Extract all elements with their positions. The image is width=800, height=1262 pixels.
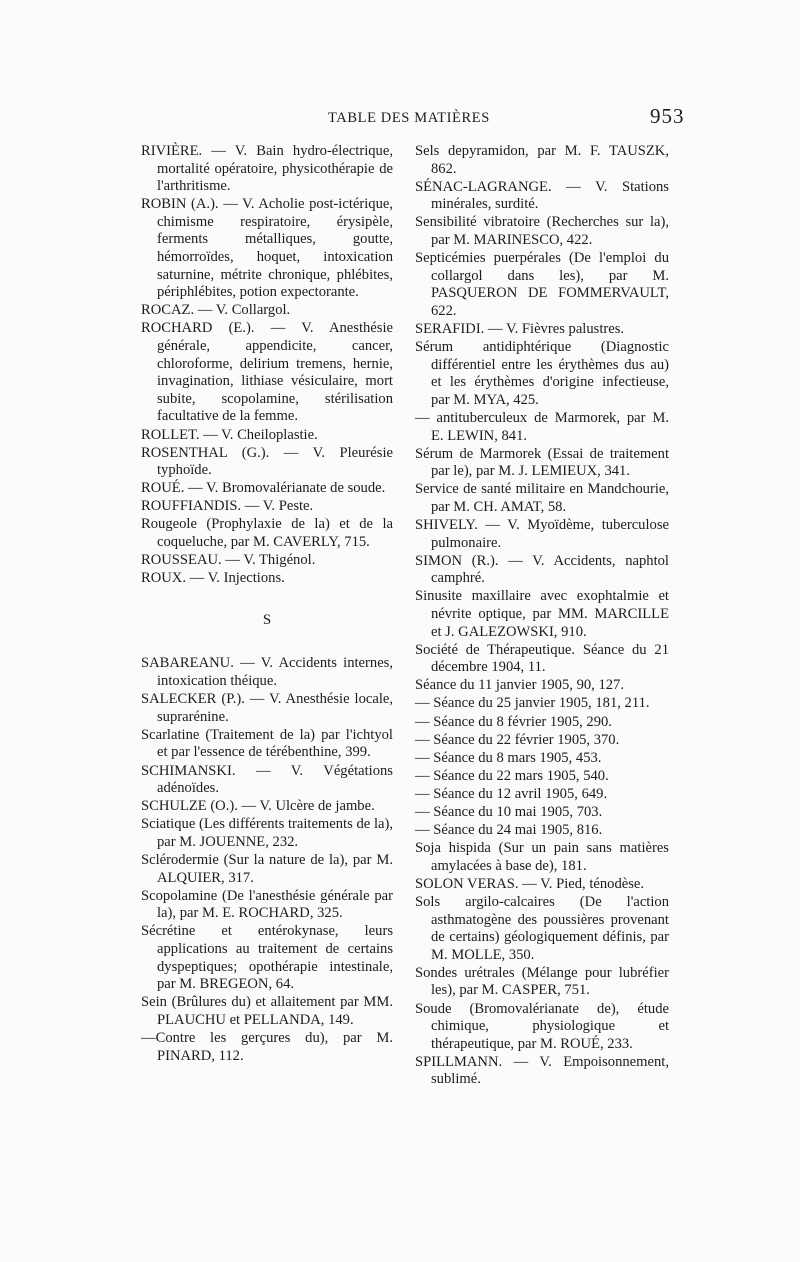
page-number: 953 xyxy=(650,104,685,128)
index-entry: Sels depyramidon, par M. F. TAUSZK, 862. xyxy=(415,143,669,177)
index-entry: — Séance du 12 avril 1905, 649. xyxy=(415,785,608,802)
index-entry: ROLLET. — V. Cheiloplastie. xyxy=(141,426,318,443)
index-entry: ROCAZ. — V. Collargol. xyxy=(141,302,291,319)
index-entry: RIVIÈRE. — V. Bain hydro-électrique, mortalité opératoire, physicothérapie de l'arthritisme. xyxy=(141,143,393,195)
index-entry: ROUX. — V. Injections. xyxy=(141,570,285,587)
index-entry: Sols argilo-calcaires (De l'action asthmatogène des poussières provenant de certains) géologiquement définis, par M. MOLLE, 350. xyxy=(415,893,669,963)
index-entry: Scopolamine (De l'anesthésie générale par la), par M. E. ROCHARD, 325. xyxy=(141,887,393,922)
index-group-s xyxy=(141,655,393,1065)
index-entry: Sclérodermie (Sur la nature de la), par M. ALQUIER, 317. xyxy=(141,851,393,886)
index-entry: ROUSSEAU. — V. Thigénol. xyxy=(141,552,316,569)
index-entry: SHIVELY. — V. Myoïdème, tuberculose pulmonaire. xyxy=(415,516,669,551)
index-entry: ROBIN (A.). — V. Acholie post-ictérique, chimisme respiratoire, érysipèle, ferments métalliques, goutte, hémorroïdes, hoquet, intoxication saturnine, métrite chronique, phlébites, périphlébites, potion expectorante. xyxy=(141,196,393,301)
index-entry: — Séance du 25 janvier 1905, 181, 211. xyxy=(415,695,650,712)
index-entry: Société de Thérapeutique. Séance du 21 décembre 1904, 11. xyxy=(415,641,669,676)
index-entry: Soude (Bromovalérianate de), étude chimique, physiologique et thérapeutique, par M. ROUÉ, 233. xyxy=(415,1000,669,1052)
index-entry: Sérum antidiphtérique (Diagnostic différentiel entre les érythèmes dus au) et les érythèmes d'origine infectieuse, par M. MYA, 425. xyxy=(415,339,669,408)
index-entry: SERAFIDI. — V. Fièvres palustres. xyxy=(415,320,625,337)
index-entry: SPILLMANN. — V. Empoisonnement, sublimé. xyxy=(415,1053,669,1088)
index-entry: SOLON VERAS. — V. Pied, ténodèse. xyxy=(415,875,645,892)
index-entry: SCHULZE (O.). — V. Ulcère de jambe. xyxy=(141,798,375,815)
index-entry: ROUÉ. — V. Bromovalérianate de soude. xyxy=(141,480,386,497)
index-entry: Scarlatine (Traitement de la) par l'ichtyol et par l'essence de térébenthine, 399. xyxy=(141,726,393,761)
index-entry: ROSENTHAL (G.). — V. Pleurésie typhoïde. xyxy=(141,444,393,479)
index-entry: SABAREANU. — V. Accidents internes, intoxication théique. xyxy=(141,655,393,690)
index-entry: Séance du 11 janvier 1905, 90, 127. xyxy=(415,677,624,694)
index-entry: — antituberculeux de Marmorek, par M. E. LEWIN, 841. xyxy=(415,409,669,444)
index-entry: ROCHARD (E.). — V. Anesthésie générale, appendicite, cancer, chloroforme, delirium tremens, hernie, invagination, lithiase vésiculaire, mort subite, scopolamine, stérilisation facultative de la femme. xyxy=(141,320,393,425)
index-entry: — Séance du 8 mars 1905, 453. xyxy=(415,749,602,766)
index-entry: —Contre les gerçures du), par M. PINARD, 112. xyxy=(141,1029,393,1064)
index-group-r xyxy=(141,143,393,588)
index-entry: Sécrétine et entérokynase, leurs applications au traitement de certains dyspeptiques; opothérapie intestinale, par M. BREGEON, 64. xyxy=(141,923,393,993)
index-entry: SALECKER (P.). — V. Anesthésie locale, suprarénine. xyxy=(141,691,393,725)
index-entry: SÉNAC-LAGRANGE. — V. Stations minérales, surdité. xyxy=(415,178,669,213)
index-entry: Soja hispida (Sur un pain sans matières amylacées à base de), 181. xyxy=(415,840,669,874)
index-entry: — Séance du 22 février 1905, 370. xyxy=(415,731,620,748)
index-entry: SCHIMANSKI. — V. Végétations adénoïdes. xyxy=(141,762,393,797)
running-title: TABLE DES MATIÈRES xyxy=(328,110,490,126)
index-entry: Service de santé militaire en Mandchourie, par M. CH. AMAT, 58. xyxy=(415,481,669,515)
index-entry: Septicémies puerpérales (De l'emploi du collargol dans les), par M. PASQUERON DE FOMMERVAULT, 622. xyxy=(415,250,669,319)
index-column-left xyxy=(141,143,393,1066)
index-entry: Sensibilité vibratoire (Recherches sur la), par M. MARINESCO, 422. xyxy=(415,214,669,248)
index-group-s-continued xyxy=(415,143,669,1089)
index-entry: Sérum de Marmorek (Essai de traitement par le), par M. J. LEMIEUX, 341. xyxy=(415,445,669,480)
index-entry: — Séance du 8 février 1905, 290. xyxy=(415,713,612,730)
index-entry: Sciatique (Les différents traitements de la), par M. JOUENNE, 232. xyxy=(141,816,393,850)
section-letter: S xyxy=(262,611,272,628)
index-entry: Rougeole (Prophylaxie de la) et de la coqueluche, par M. CAVERLY, 715. xyxy=(141,516,393,551)
index-column-right xyxy=(415,143,669,1089)
index-entry: Sondes urétrales (Mélange pour lubréfier les), par M. CASPER, 751. xyxy=(415,964,669,999)
index-entry: — Séance du 10 mai 1905, 703. xyxy=(415,803,603,820)
index-entry: — Séance du 22 mars 1905, 540. xyxy=(415,767,609,784)
index-entry: SIMON (R.). — V. Accidents, naphtol camphré. xyxy=(415,552,669,587)
index-entry: — Séance du 24 mai 1905, 816. xyxy=(415,822,603,839)
index-entry: Sein (Brûlures du) et allaitement par MM. PLAUCHU et PELLANDA, 149. xyxy=(141,994,393,1028)
index-entry: Sinusite maxillaire avec exophtalmie et névrite optique, par MM. MARCILLE et J. GALEZOWSKI, 910. xyxy=(415,588,669,640)
index-entry: ROUFFIANDIS. — V. Peste. xyxy=(141,498,314,515)
